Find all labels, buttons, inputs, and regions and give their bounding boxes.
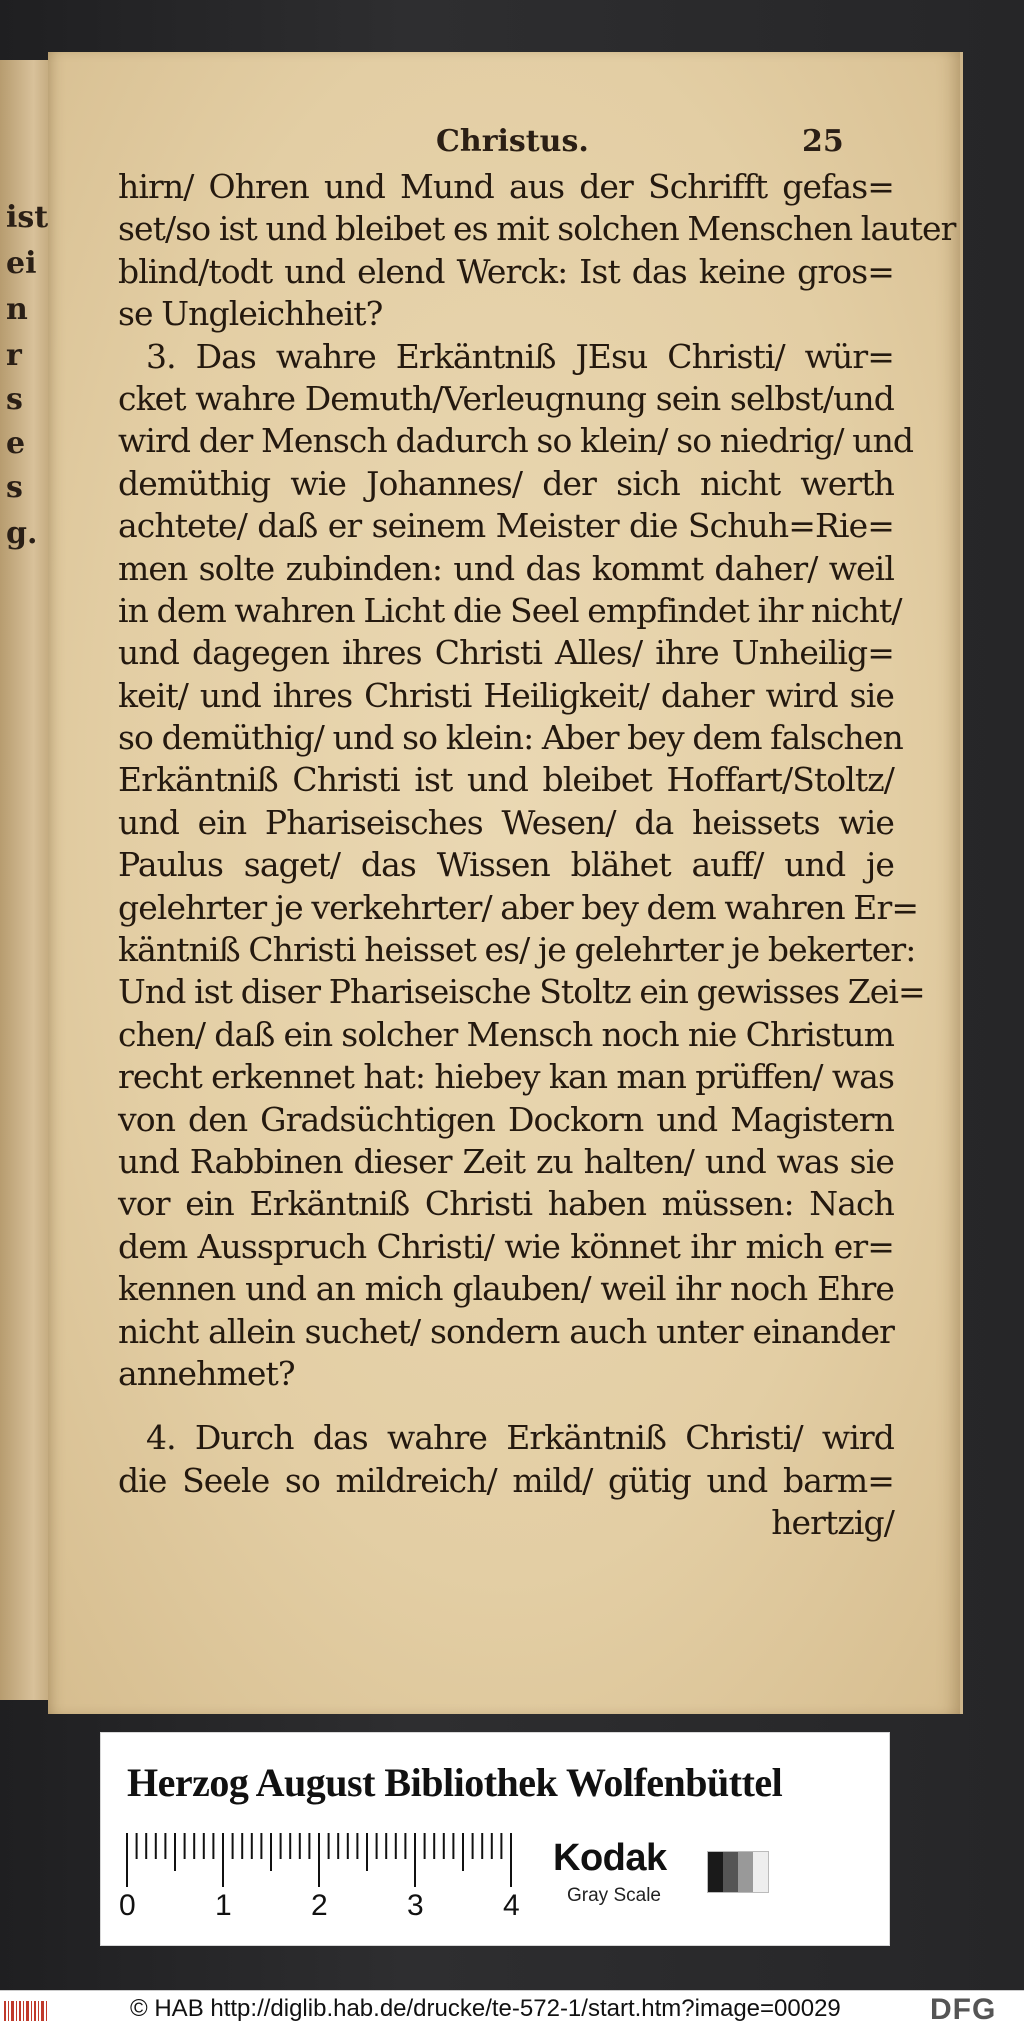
left-page-fragment: r bbox=[6, 338, 22, 373]
text-line: annehmet? bbox=[118, 1353, 295, 1393]
text-line: men solte zubinden: und das kommt daher/ weil bbox=[118, 548, 894, 588]
text-line: Erkäntniß Christi ist und bleibet Hoffart/Stoltz/ bbox=[118, 760, 894, 800]
text-line: und dagegen ihres Christi Alles/ ihre Unheilig= bbox=[118, 633, 894, 673]
body-text bbox=[118, 166, 956, 1545]
text-line: Paulus saget/ das Wissen blähet auff/ und je bbox=[118, 845, 894, 885]
left-page-edge bbox=[0, 60, 50, 1700]
ruler-number: 0 bbox=[119, 1889, 136, 1922]
text-line: käntniß Christi heisset es/ je gelehrter je bekerter: bbox=[118, 930, 916, 970]
text-line: chen/ daß ein solcher Mensch noch nie Christum bbox=[118, 1014, 894, 1054]
text-line: nicht allein suchet/ sondern auch unter einander bbox=[118, 1311, 894, 1351]
text-line: kennen und an mich glauben/ weil ihr noch Ehre bbox=[118, 1269, 894, 1309]
footer-copyright-link[interactable]: © HAB http://diglib.hab.de/drucke/te-572-1/start.htm?image=00029 bbox=[130, 1995, 841, 2022]
text-line: recht erkennet hat: hiebey kan man prüffen/ was bbox=[118, 1057, 894, 1097]
text-line: blind/todt und elend Werck: Ist das keine gros= bbox=[118, 251, 894, 291]
text-line: die Seele so mildreich/ mild/ gütig und barm= bbox=[118, 1460, 894, 1500]
kodak-logo: Kodak bbox=[553, 1837, 667, 1879]
text-line: vor ein Erkäntniß Christi haben müssen: Nach bbox=[118, 1184, 894, 1224]
text-line: 4. Durch das wahre Erkäntniß Christi/ wird bbox=[146, 1418, 894, 1458]
library-name: Herzog August Bibliothek Wolfenbüttel bbox=[127, 1760, 783, 1805]
scale-ruler bbox=[119, 1829, 535, 1929]
text-line: und Rabbinen dieser Zeit zu halten/ und was sie bbox=[118, 1141, 894, 1181]
text-line: wird der Mensch dadurch so klein/ so niedrig/ und bbox=[118, 421, 914, 461]
kodak-subtitle: Gray Scale bbox=[567, 1885, 661, 1906]
left-page-fragment: ist bbox=[6, 200, 49, 235]
ruler-ticks bbox=[125, 1829, 535, 1889]
text-line: Und ist diser Phariseische Stoltz ein gewisses Zei= bbox=[118, 972, 925, 1012]
page-number: 25 bbox=[802, 124, 844, 159]
footer-bar bbox=[0, 1990, 1024, 2031]
text-line: gelehrter je verkehrter/ aber bey dem wahren Er= bbox=[118, 887, 919, 927]
text-line: se Ungleichheit? bbox=[118, 294, 383, 334]
book-page bbox=[48, 52, 963, 1714]
ruler-number: 1 bbox=[215, 1889, 232, 1922]
dfg-logo: DFG bbox=[930, 1993, 997, 2026]
text-line: dem Ausspruch Christi/ wie könnet ihr mich er= bbox=[118, 1226, 894, 1266]
text-line: und ein Phariseisches Wesen/ da heissets wie bbox=[118, 802, 894, 842]
gray-scale-swatch bbox=[707, 1851, 769, 1893]
left-page-fragment: s bbox=[6, 382, 23, 417]
left-page-fragment: s bbox=[6, 470, 23, 505]
text-line: achtete/ daß er seinem Meister die Schuh=Rie= bbox=[118, 506, 894, 546]
text-line: set/so ist und bleibet es mit solchen Menschen lauter bbox=[118, 209, 956, 249]
left-page-fragment: n bbox=[6, 292, 28, 327]
catchword: hertzig/ bbox=[771, 1503, 894, 1543]
left-page-fragment: ei bbox=[6, 246, 37, 281]
text-line: so demüthig/ und so klein: Aber bey dem falschen bbox=[118, 718, 903, 758]
text-line: demüthig wie Johannes/ der sich nicht werth bbox=[118, 463, 894, 503]
left-page-fragment: e bbox=[6, 426, 26, 461]
text-line: 3. Das wahre Erkäntniß JEsu Christi/ wür= bbox=[146, 336, 894, 376]
ruler-number: 4 bbox=[503, 1889, 520, 1922]
text-line: von den Gradsüchtigen Dockorn und Magistern bbox=[118, 1099, 894, 1139]
left-page-fragment: g. bbox=[6, 516, 38, 551]
color-target-card bbox=[100, 1732, 890, 1946]
ruler-number: 3 bbox=[407, 1889, 424, 1922]
barcode-icon bbox=[4, 1999, 48, 2023]
ruler-number: 2 bbox=[311, 1889, 328, 1922]
text-line: hirn/ Ohren und Mund aus der Schrifft gefas= bbox=[118, 167, 894, 206]
running-title: Christus. bbox=[436, 124, 589, 159]
text-line: in dem wahren Licht die Seel empfindet ihr nicht/ bbox=[118, 590, 902, 630]
text-line: cket wahre Demuth/Verleugnung sein selbst/und bbox=[118, 378, 894, 418]
text-line: keit/ und ihres Christi Heiligkeit/ daher wird sie bbox=[118, 675, 894, 715]
